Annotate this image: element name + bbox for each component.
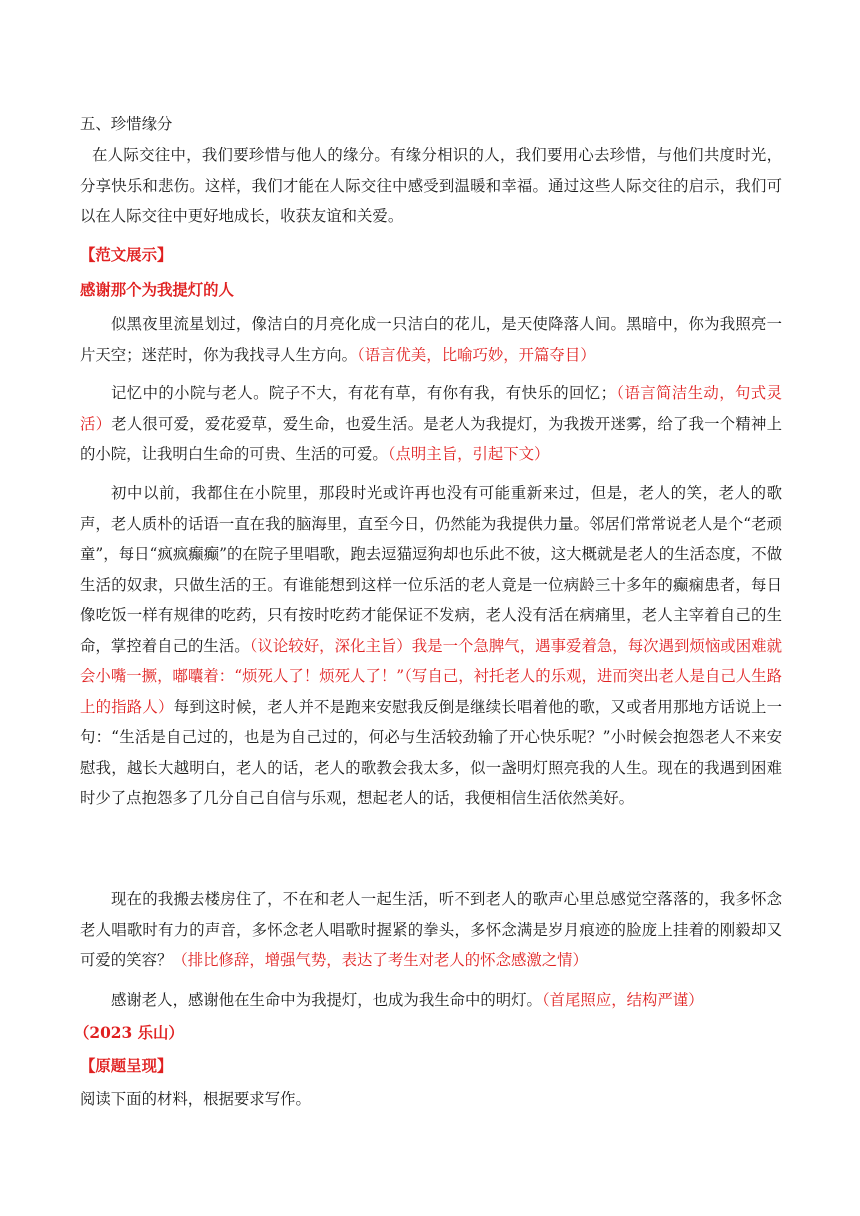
section-heading: 五、珍惜缘分 [80,115,173,133]
essay-paragraph-5 [80,985,782,1016]
paragraph-text: 每到这时候，老人并不是跑来安慰我反倒是继续长唱着他的歌，又或者用那地方话说上一句：“生活是自己过的，也是为自己过的，何必与生活较劲输了开心快乐呢？”小时候会抱怨老人不来安慰我，越长大越明白，老人的话，老人的歌教会我太多，似一盏明灯照亮我的人生。现在的我遇到困难时少了点抱怨多了几分自己自信与乐观，想起老人的话，我便相信生活依然美好。 [80,697,782,807]
comment-note: （语言优美，比喻巧妙，开篇夺目） [357,345,596,364]
paragraph-text: 初中以前，我都住在小院里，那段时光或许再也没有可能重新来过，但是，老人的笑，老人的歌声，老人质朴的话语一直在我的脑海里，直至今日，仍然能为我提供力量。邻居们常常说老人是个“老顽童”，每日“疯疯癫癫”的在院子里唱歌，跑去逗猫逗狗却也乐此不彼，这大概就是老人的生活态度，不做生活的奴隶，只做生活的王。有谁能想到这样一位乐活的老人竟是一位病龄三十多年的癫痫患者，每日像吃饭一样有规律的吃药，只有按时吃药才能保证不发病，老人没有活在病痛里，老人主宰着自己的生命，掌控着自己的生活。 [80,484,782,655]
comment-note: （首尾照应，结构严谨） [541,991,704,1009]
essay-paragraph-2 [80,378,782,470]
paragraph-text: 似黑夜里流星划过，像洁白的月亮化成一只洁白的花儿，是天使降落人间。黑暗中，你为我照亮一片天空；迷茫时，你为我找寻人生方向。 [80,315,782,364]
model-essay-label: 【范文展示】 [80,246,173,264]
essay-paragraph-3 [80,478,782,814]
essay-paragraph-1 [80,309,782,370]
question-instruction: 阅读下面的材料，根据要求写作。 [80,1090,311,1108]
exam-source: （2023 乐山） [74,1024,184,1042]
paragraph-text: 记忆中的小院与老人。院子不大，有花有草，有你有我，有快乐的回忆； [111,384,616,402]
essay-title: 感谢那个为我提灯的人 [80,281,234,299]
comment-note: （排比修辞，增强气势，表达了考生对老人的怀念感激之情） [172,951,588,969]
paragraph-text: 老人很可爱，爱花爱草，爱生命，也爱生活。是老人为我提灯，为我拨开迷雾，给了我一个精神上的小院，让我明白生命的可贵、生活的可爱。 [80,414,782,463]
original-question-label: 【原题呈现】 [80,1057,173,1075]
paragraph-text: 现在的我搬去楼房住了，不在和老人一起生活，听不到老人的歌声心里总感觉空落落的，我多怀念老人唱歌时有力的声音，多怀念老人唱歌时握紧的拳头，多怀念满是岁月痕迹的脸庞上挂着的刚毅却又可爱的笑容？ [80,890,782,969]
comment-note: （议论较好，深化主旨）我是一个急脾气，遇事爱着急，每次遇到烦恼或困难就会小嘴一撅，嘟囔着：“烦死人了！烦死人了！”（写自己，衬托老人的乐观，进而突出老人是自己人生路上的指路人） [80,636,782,716]
paragraph-text: 感谢老人，感谢他在生命中为我提灯，也成为我生命中的明灯。 [111,991,542,1009]
section-paragraph: 在人际交往中，我们要珍惜与他人的缘分。有缘分相识的人，我们要用心去珍惜，与他们共度时光，分享快乐和悲伤。这样，我们才能在人际交往中感受到温暖和幸福。通过这些人际交往的启示，我们可以在人际交往中更好地成长，收获友谊和关爱。 [80,146,782,225]
comment-note: （点明主旨，引起下文） [387,445,550,463]
comment-note: （语言简洁生动，句式灵活） [80,384,782,433]
essay-paragraph-4 [80,884,782,976]
